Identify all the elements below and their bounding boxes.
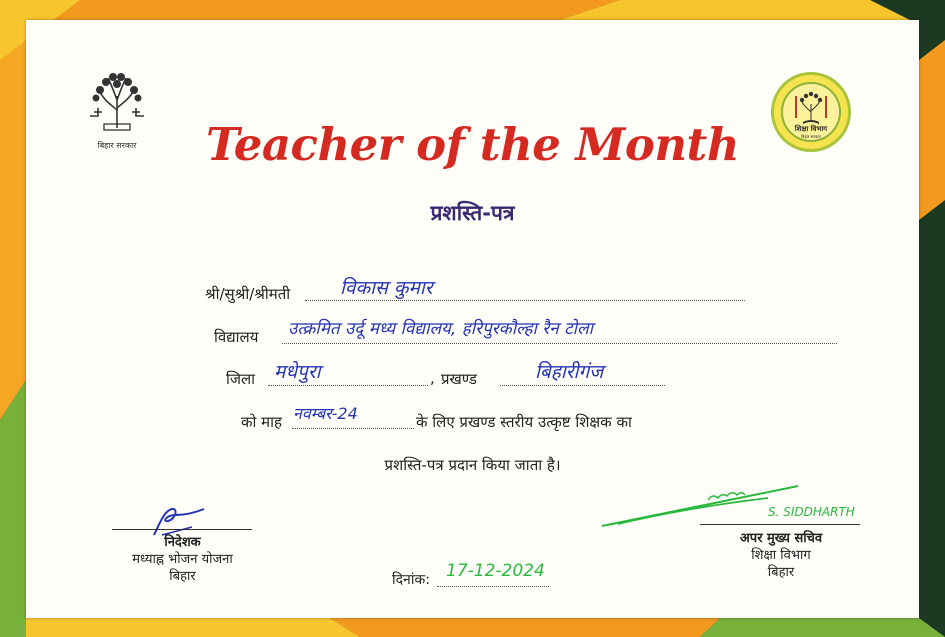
date-label: दिनांक:: [392, 572, 430, 588]
school-value: उत्क्रमित उर्दू मध्य विद्यालय, हरिपुरकौल्हा रैन टोला: [288, 319, 593, 339]
secretary-state: बिहार: [767, 565, 795, 580]
month-suffix: के लिए प्रखण्ड स्तरीय उत्कृष्ट शिक्षक का: [416, 413, 632, 431]
month-dotted-line: [292, 428, 414, 429]
month-prefix: को माह: [241, 413, 282, 431]
name-label: श्री/सुश्री/श्रीमती: [205, 285, 291, 303]
date-value: 17-12-2024: [446, 561, 545, 581]
name-dotted-line: [305, 300, 745, 301]
director-state: बिहार: [169, 569, 196, 584]
certificate-title: Teacher of the Month: [205, 118, 740, 171]
school-label: विद्यालय: [214, 328, 259, 346]
secretary-block: [696, 530, 866, 581]
emblem-caption: बिहार सरकार: [97, 141, 137, 150]
month-value: नवम्बर-24: [293, 404, 358, 423]
director-dept: मध्याह्न भोजन योजना: [132, 552, 233, 567]
district-dotted-line: [268, 385, 428, 386]
certificate-subtitle: प्रशस्ति-पत्र: [430, 201, 515, 225]
school-dotted-line: [282, 343, 837, 344]
seal-title: शिक्षा विभाग: [794, 125, 828, 133]
district-label: जिला: [226, 370, 256, 388]
director-role: निदेशक: [164, 535, 201, 550]
secretary-signature-line: [700, 524, 860, 525]
director-signature-line: [112, 529, 252, 530]
name-value: विकास कुमार: [340, 277, 433, 299]
block-value: बिहारीगंज: [535, 361, 604, 383]
block-label-prefix: ,: [430, 369, 435, 387]
date-dotted-line: [437, 586, 549, 587]
block-dotted-line: [500, 385, 665, 386]
seal-subtitle: बिहार सरकार: [801, 134, 821, 139]
secretary-printed-name: S. SIDDHARTH: [768, 505, 855, 519]
closing-line: प्रशस्ति-पत्र प्रदान किया जाता है।: [384, 456, 561, 474]
secretary-role: अपर मुख्य सचिव: [739, 531, 823, 546]
secretary-dept: शिक्षा विभाग: [751, 548, 811, 563]
director-block: [100, 534, 265, 585]
district-value: मधेपुरा: [274, 361, 321, 383]
block-label: प्रखण्ड: [441, 370, 477, 388]
